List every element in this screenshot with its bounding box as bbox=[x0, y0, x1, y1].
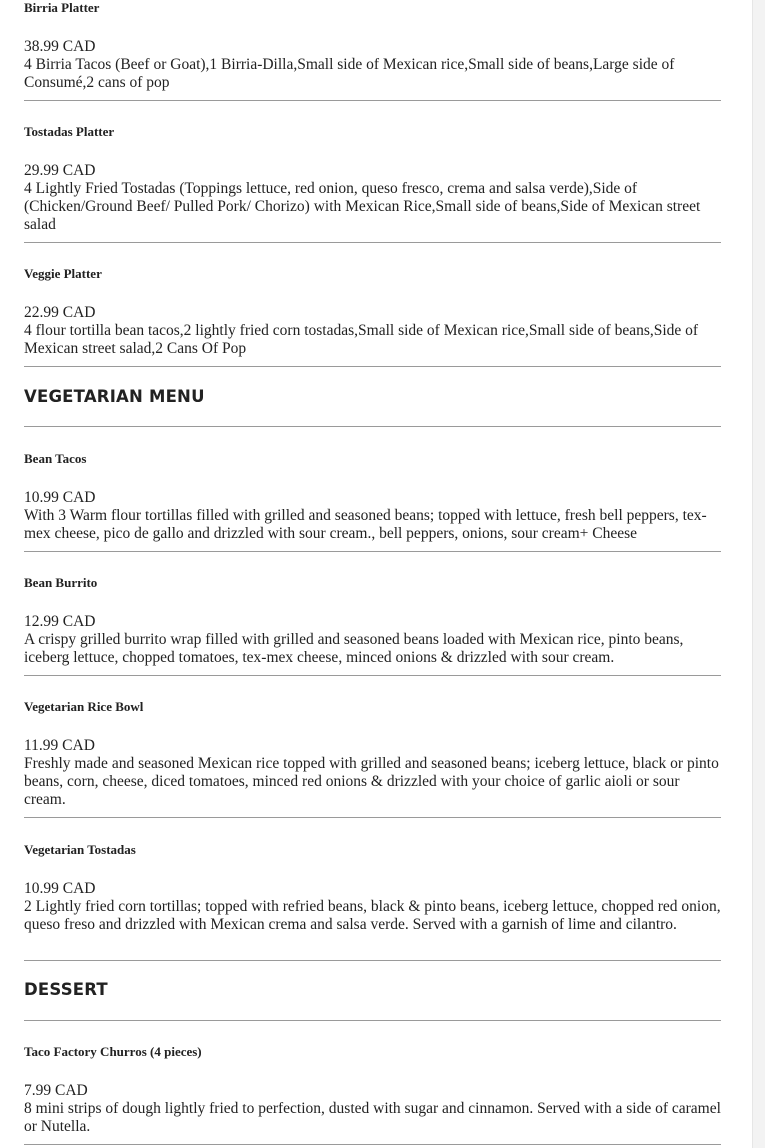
divider bbox=[24, 1020, 721, 1021]
section-heading-vegetarian: VEGETARIAN MENU bbox=[24, 387, 205, 406]
item-description: Freshly made and seasoned Mexican rice topped with grilled and seasoned beans; iceberg lettuce, black or pinto beans, corn, cheese, diced tomatoes, minced red onions & drizzled with your choice of garlic aioli or sour cream. bbox=[24, 755, 719, 808]
menu-item-veggie-platter bbox=[24, 266, 721, 358]
divider bbox=[24, 960, 721, 961]
section-heading-dessert: DESSERT bbox=[24, 980, 108, 999]
item-description: 4 Birria Tacos (Beef or Goat),1 Birria-Dilla,Small side of Mexican rice,Small side of beans,Large side of Consumé,2 cans of pop bbox=[24, 56, 675, 91]
item-name: Taco Factory Churros (4 pieces) bbox=[24, 1044, 202, 1059]
menu-item-bean-tacos bbox=[24, 451, 721, 543]
menu-item-bean-burrito bbox=[24, 575, 721, 667]
divider bbox=[24, 242, 721, 243]
item-price: 11.99 CAD bbox=[24, 737, 95, 754]
menu-item-vegetarian-tostadas bbox=[24, 842, 721, 934]
item-name: Vegetarian Tostadas bbox=[24, 842, 136, 857]
item-price: 10.99 CAD bbox=[24, 489, 96, 506]
menu-item-vegetarian-rice-bowl bbox=[24, 699, 721, 809]
menu-item-birria-platter bbox=[24, 0, 721, 92]
item-name: Bean Tacos bbox=[24, 451, 87, 466]
item-description: 2 Lightly fried corn tortillas; topped with refried beans, black & pinto beans, iceberg lettuce, chopped red onion, queso freso and drizzled with Mexican crema and salsa verde. Served with a garnish of lime and cilantro. bbox=[24, 898, 721, 933]
item-price: 22.99 CAD bbox=[24, 304, 96, 321]
scrollbar-track[interactable] bbox=[752, 0, 765, 1148]
item-name: Vegetarian Rice Bowl bbox=[24, 699, 144, 714]
item-name: Tostadas Platter bbox=[24, 124, 115, 139]
item-name: Birria Platter bbox=[24, 0, 100, 15]
item-name: Veggie Platter bbox=[24, 266, 102, 281]
item-price: 38.99 CAD bbox=[24, 38, 96, 55]
divider bbox=[24, 366, 721, 367]
menu-item-churros bbox=[24, 1044, 721, 1136]
item-price: 12.99 CAD bbox=[24, 613, 96, 630]
item-description: With 3 Warm flour tortillas filled with grilled and seasoned beans; topped with lettuce, fresh bell peppers, tex-mex cheese, pico de gallo and drizzled with sour cream., bell peppers, onions, sour cream+ Cheese bbox=[24, 507, 707, 542]
menu-item-tostadas-platter bbox=[24, 124, 721, 234]
divider bbox=[24, 1144, 721, 1145]
divider bbox=[24, 551, 721, 552]
divider bbox=[24, 426, 721, 427]
item-name: Bean Burrito bbox=[24, 575, 98, 590]
item-description: 8 mini strips of dough lightly fried to perfection, dusted with sugar and cinnamon. Served with a side of caramel or Nutella. bbox=[24, 1100, 721, 1135]
divider bbox=[24, 817, 721, 818]
divider bbox=[24, 675, 721, 676]
item-description: A crispy grilled burrito wrap filled with grilled and seasoned beans loaded with Mexican rice, pinto beans, iceberg lettuce, chopped tomatoes, tex-mex cheese, minced onions & drizzled with sour cream. bbox=[24, 631, 684, 666]
item-price: 7.99 CAD bbox=[24, 1082, 88, 1099]
item-price: 10.99 CAD bbox=[24, 880, 96, 897]
divider bbox=[24, 100, 721, 101]
item-description: 4 flour tortilla bean tacos,2 lightly fried corn tostadas,Small side of Mexican rice,Small side of beans,Side of Mexican street salad,2 Cans Of Pop bbox=[24, 322, 699, 357]
item-description: 4 Lightly Fried Tostadas (Toppings lettuce, red onion, queso fresco, crema and salsa verde),Side of (Chicken/Ground Beef/ Pulled Pork/ Chorizo) with Mexican Rice,Small side of beans,Side of Mexican street salad bbox=[24, 180, 701, 233]
item-price: 29.99 CAD bbox=[24, 162, 96, 179]
